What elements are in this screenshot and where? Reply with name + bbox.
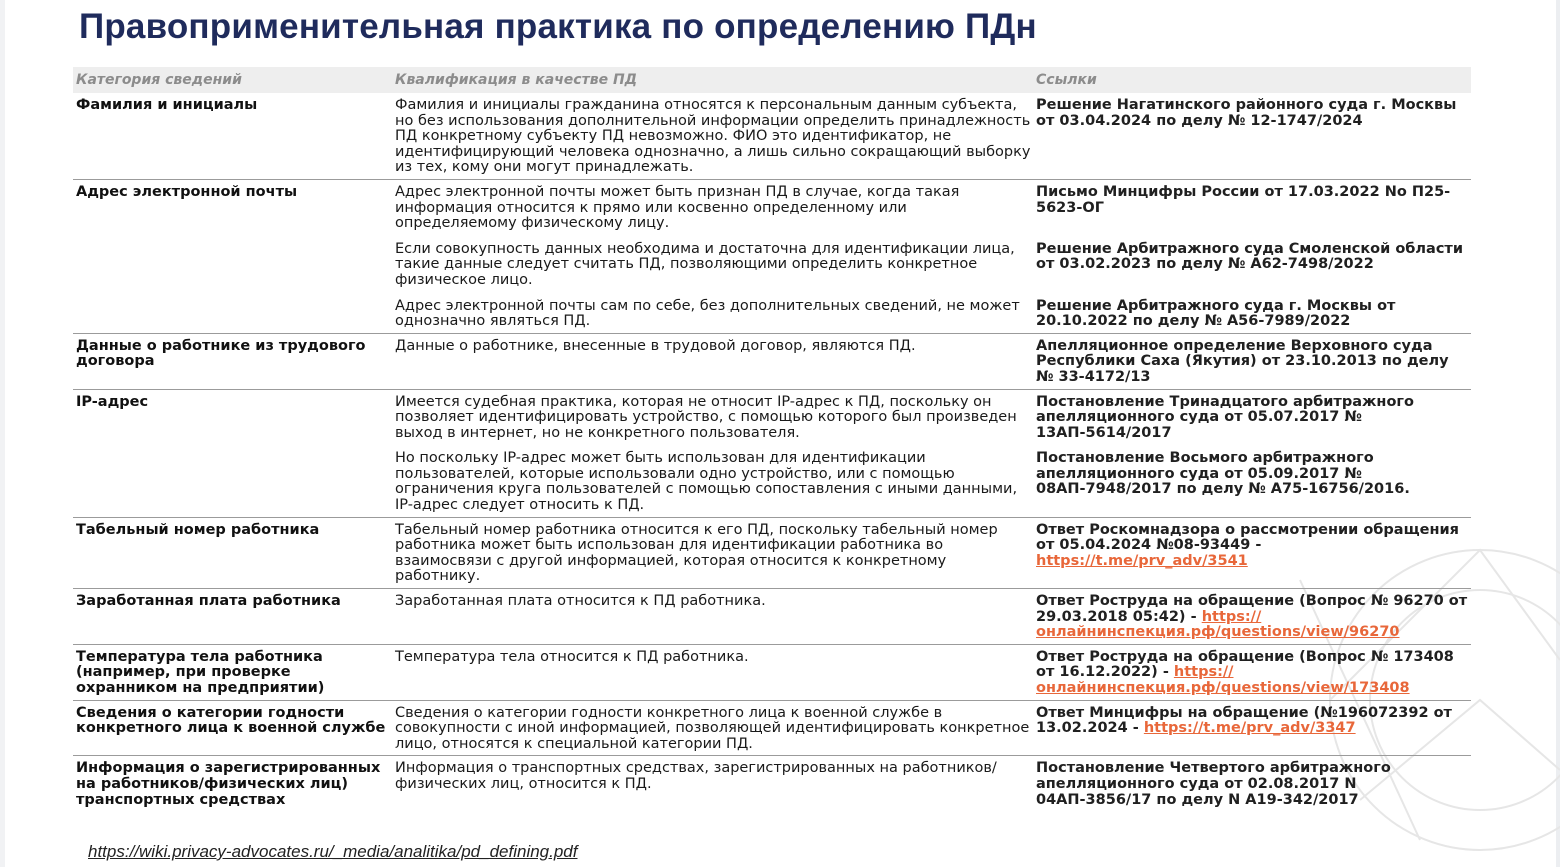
entries-group — [392, 761, 1471, 808]
reference-cell — [1033, 299, 1471, 330]
table-row — [73, 334, 1471, 390]
qualification-cell: Адрес электронной почты сам по себе, без дополнительных сведений, не может однозначно являться ПД. — [395, 297, 1020, 330]
reference-cell — [1033, 451, 1471, 513]
table-row — [73, 756, 1471, 811]
entry — [392, 339, 1471, 386]
entry — [392, 451, 1471, 513]
reference-cell — [1033, 339, 1471, 386]
category-cell: Сведения о категории годности конкретного лица к военной службе — [76, 704, 386, 737]
table-row — [73, 180, 1471, 334]
reference-cell — [1033, 395, 1471, 442]
reference-text: Решение Нагатинского районного суда г. Москвы от 03.04.2024 по делу № 12-1747/2024 — [1036, 97, 1457, 129]
reference-cell — [1033, 98, 1471, 176]
category-cell: Табельный номер работника — [76, 521, 320, 538]
right-frame-edge — [1556, 0, 1560, 867]
reference-link[interactable]: https://онлайнинспекция.рф/questions/view/96270 — [1036, 608, 1400, 641]
reference-cell — [1033, 523, 1471, 585]
reference-text: Ответ Роскомнадзора о рассмотрении обращения от 05.04.2024 №08-93449 - — [1036, 521, 1459, 554]
reference-text: Ответ Роструда на обращение (Вопрос № 173408 от 16.12.2022) - — [1036, 648, 1454, 681]
table-body — [73, 93, 1471, 811]
qualification-cell: Адрес электронной почты может быть признан ПД в случае, когда такая информация относится к прямо или косвенно определенному или определяемому физическому лицу. — [395, 183, 960, 232]
header-qualification: Квалификация в качестве ПД — [395, 72, 638, 88]
qualification-cell: Табельный номер работника относится к его ПД, поскольку табельный номер работника может быть использован для идентификации работника во взаимосвязи с другой информацией, которая относится к конкретному работнику. — [395, 521, 998, 585]
table-header — [73, 67, 1471, 93]
category-cell: Заработанная плата работника — [76, 593, 341, 610]
entry — [392, 185, 1471, 232]
entries-group — [392, 185, 1471, 330]
reference-cell — [1033, 242, 1471, 289]
header-category: Категория сведений — [76, 72, 242, 88]
left-frame-edge — [0, 0, 5, 867]
table-row — [73, 518, 1471, 589]
reference-cell — [1033, 706, 1471, 753]
category-cell: Данные о работнике из трудового договора — [76, 337, 366, 370]
reference-text: Ответ Роструда на обращение (Вопрос № 96270 от 29.03.2018 05:42) - — [1036, 593, 1468, 625]
qualification-cell: Данные о работнике, внесенные в трудовой договор, являются ПД. — [395, 337, 916, 354]
entries-group — [392, 523, 1471, 585]
reference-cell — [1033, 594, 1471, 641]
reference-text: Письмо Минцифры России от 17.03.2022 No П25-5623-ОГ — [1036, 183, 1451, 216]
entry — [392, 242, 1471, 289]
entry — [392, 98, 1471, 176]
reference-text: Решение Арбитражного суда Смоленской области от 03.02.2023 по делу № А62-7498/2022 — [1036, 240, 1463, 273]
entries-group — [392, 339, 1471, 386]
qualification-cell: Заработанная плата относится к ПД работника. — [395, 593, 766, 610]
category-cell: Температура тела работника (например, при проверке охранником на предприятии) — [76, 648, 325, 696]
reference-text: Постановление Тринадцатого арбитражного апелляционного суда от 05.07.2017 № 13АП-5614/2017 — [1036, 393, 1414, 441]
category-cell: Адрес электронной почты — [76, 183, 298, 200]
reference-text: Постановление Четвертого арбитражного апелляционного суда от 02.08.2017 N 04АП-3856/17 по делу N А19-342/2017 — [1036, 760, 1391, 808]
reference-link[interactable]: https://t.me/prv_adv/3541 — [1036, 552, 1248, 569]
table-row — [73, 93, 1471, 180]
table-row — [73, 589, 1471, 645]
entry — [392, 299, 1471, 330]
entries-group — [392, 395, 1471, 514]
reference-cell — [1033, 185, 1471, 232]
reference-cell — [1033, 650, 1471, 697]
entry — [392, 706, 1471, 753]
qualification-cell: Температура тела относится к ПД работника. — [395, 648, 749, 665]
category-cell: Фамилия и инициалы — [76, 97, 258, 113]
entry — [392, 650, 1471, 697]
reference-text: Постановление Восьмого арбитражного апелляционного суда от 05.09.2017 № 08АП-7948/2017 по делу № А75-16756/2016. — [1036, 450, 1410, 498]
table-row — [73, 390, 1471, 518]
source-link[interactable]: https://wiki.privacy-advocates.ru/_media/analitika/pd_defining.pdf — [88, 842, 578, 861]
reference-text: Решение Арбитражного суда г. Москвы от 20.10.2022 по делу № А56-7989/2022 — [1036, 297, 1396, 330]
reference-text: Апелляционное определение Верховного суда Республики Саха (Якутия) от 23.10.2013 по делу № 33-4172/13 — [1036, 337, 1449, 385]
reference-cell — [1033, 761, 1471, 808]
entry — [392, 395, 1471, 442]
entries-group — [392, 706, 1471, 753]
entries-group — [392, 650, 1471, 697]
page-title: Правоприменительная практика по определению ПДн — [79, 7, 1037, 46]
qualification-cell: Информация о транспортных средствах, зарегистрированных на работников/физических лиц, относится к ПД. — [395, 760, 997, 792]
category-cell: Информация о зарегистрированных на работников/физических лиц) транспортных средствах — [76, 760, 381, 808]
table-row — [73, 701, 1471, 757]
entry — [392, 761, 1471, 808]
entry — [392, 523, 1471, 585]
reference-link[interactable]: https://онлайнинспекция.рф/questions/view/173408 — [1036, 664, 1410, 696]
qualification-cell: Фамилия и инициалы гражданина относятся к персональным данным субъекта, но без использования дополнительной информации определить принадлежность ПД конкретному субъекту ПД невозможно. ФИО это идентификатор, не идентифицирующий человека однозначно, а лишь сильно сокращающий выборку из тех, кому они могут принадлежать. — [395, 97, 1031, 176]
category-cell: IP-адрес — [76, 393, 149, 410]
qualification-cell: Имеется судебная практика, которая не относит IP-адрес к ПД, поскольку он позволяет идентифицировать устройство, с помощью которого был произведен выход в интернет, но не конкретного пользователя. — [395, 393, 1017, 441]
table-row — [73, 645, 1471, 701]
entries-group — [392, 98, 1471, 176]
entries-group — [392, 594, 1471, 641]
reference-text: Ответ Минцифры на обращение (№196072392 от 13.02.2024 - — [1036, 704, 1452, 737]
qualification-cell: Если совокупность данных необходима и достаточна для идентификации лица, такие данные следует считать ПД, позволяющими определить конкретное физическое лицо. — [395, 240, 1015, 288]
reference-link[interactable]: https://t.me/prv_adv/3347 — [1143, 720, 1356, 737]
practice-table — [73, 67, 1471, 811]
qualification-cell: Сведения о категории годности конкретного лица к военной службе в совокупности с иной информацией, позволяющей идентифицировать конкретное лицо, относятся к специальной категории ПД. — [395, 704, 1030, 752]
entry — [392, 594, 1471, 641]
header-references: Ссылки — [1036, 72, 1097, 88]
qualification-cell: Но поскольку IP-адрес может быть использован для идентификации пользователей, которые использовали одно устройство, или с помощью ограничения круга пользователей с помощью сопоставления с иными данными, IP-адрес следует относить к ПД. — [395, 450, 1018, 514]
